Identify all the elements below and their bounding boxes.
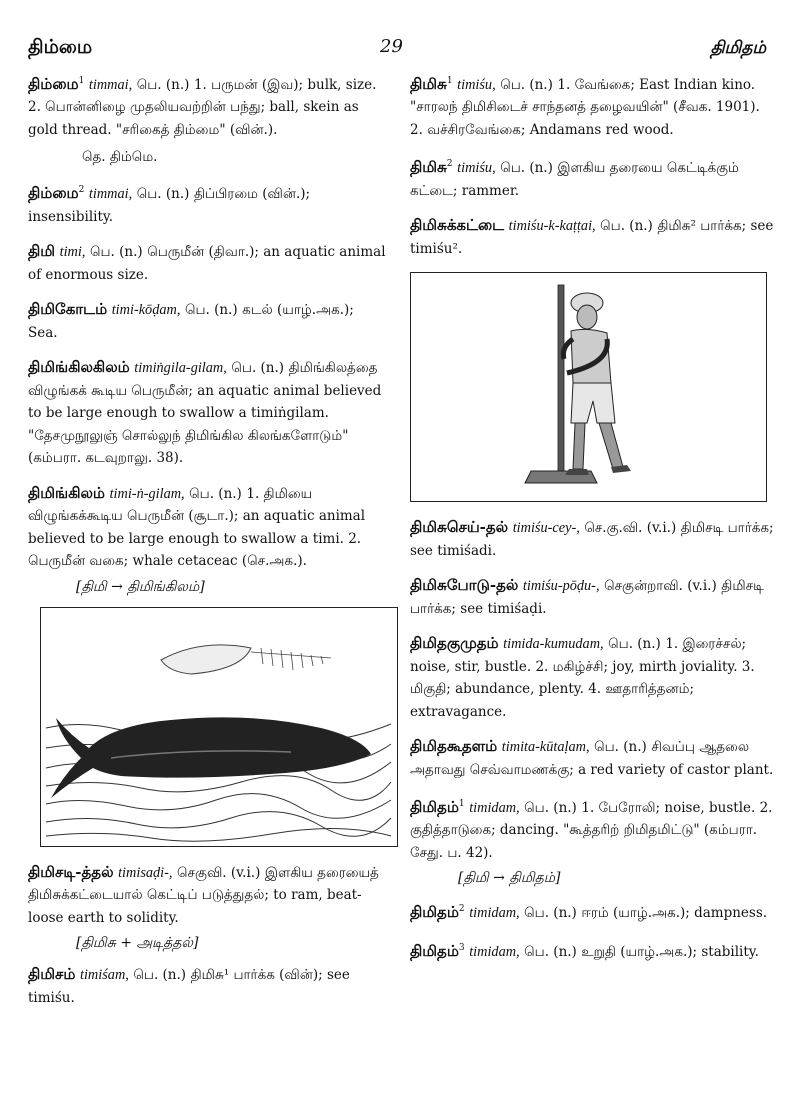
homonym-number: 1	[446, 76, 453, 86]
part-of-speech: பெ. (n.)	[133, 967, 187, 984]
page-number: 29	[380, 36, 403, 57]
transliteration: timiśu,	[457, 160, 496, 177]
entry-definition: திமிங்கிலத்தை விழுங்கக் கூடிய பெருமீன்; an aquatic animal believed to be large enough to swallow a timiṅgilam. "தேசமுநூலுஞ் சொல்லுந் திமிங்கில கிலங்களோடும்" (கம்பரா. கடவுறாலு. 38).	[28, 360, 382, 467]
entry-headword: திமிசடி-த்தல்	[28, 862, 114, 881]
transliteration: timidam,	[469, 943, 520, 960]
entry-definition: 1. இரைச்சல்; noise, stir, bustle. 2. மகிழ்ச்சி; joy, mirth joviality. 3. மிகுதி; abundance, plenty. 4. ஊதாரித்தனம்; extravagance.	[410, 636, 755, 720]
whale-icon	[41, 608, 395, 844]
part-of-speech: பெ. (n.)	[594, 739, 647, 756]
part-of-speech: செகுவி. (v.i.)	[177, 864, 261, 881]
entry-headword: திமிசுக்கட்டை	[410, 216, 505, 235]
entry-definition: 1. வேங்கை; East Indian kino. "சாரலந் திமிசிடைச் சாந்தனத் தழைவயின்" (சீவக. 1901). 2. வச்சிரவேங்கை; Andamans red wood.	[410, 76, 760, 138]
cognate-note: தெ. திம்மெ.	[82, 149, 158, 166]
part-of-speech: பெ. (n.)	[524, 905, 577, 922]
dictionary-entry	[28, 240, 386, 286]
part-of-speech: பெ. (n.)	[184, 302, 238, 319]
transliteration: timiśu-pōḍu-,	[522, 578, 600, 595]
entry-headword: திமிசுசெய்-தல்	[410, 518, 509, 537]
etymology-note: [திமிசு + அடித்தல்]	[76, 935, 199, 952]
dictionary-entry	[28, 298, 386, 344]
entry-definition: 1. பேரோலி; noise, bustle. 2. குதித்தாடுகை; dancing. "கூத்தரிற் றிமிதமிட்டு" (கம்பரா. சேது. ப. 42).	[410, 799, 773, 861]
dictionary-entry	[28, 356, 386, 470]
entry-definition: திமிசு¹ பார்க்க (வின்); see timiśu.	[28, 967, 350, 1006]
homonym-number: 1	[458, 799, 465, 810]
dictionary-entry	[410, 70, 775, 141]
header-last-word: திமிதம்	[710, 38, 766, 58]
entry-definition: திப்பிரமை (வின்.); insensibility.	[28, 186, 311, 225]
dictionary-entry	[410, 937, 775, 963]
entry-headword: திமிங்கிலகிலம்	[28, 358, 130, 377]
entry-definition: திமிசடி பார்க்க; see timiśaḍi.	[410, 578, 764, 617]
man-with-rammer-icon	[411, 273, 764, 499]
entry-definition: ஈரம் (யாழ்.அக.); dampness.	[581, 905, 768, 922]
entry-headword: திமிங்கிலம்	[28, 483, 106, 502]
dictionary-entry	[28, 963, 386, 1009]
transliteration: timiśu,	[457, 76, 496, 93]
entry-headword: திமிதம்	[410, 903, 459, 922]
entry-definition: இளகிய தரையை கெட்டிக்கும் கட்டை; rammer.	[410, 160, 739, 199]
entry-headword: திமிகோடம்	[28, 300, 108, 319]
part-of-speech: செ.கு.வி. (v.i.)	[584, 520, 677, 537]
dictionary-entry	[410, 898, 775, 924]
dictionary-entry	[410, 516, 775, 562]
dictionary-entry	[28, 861, 386, 930]
part-of-speech: பெ. (n.)	[136, 76, 190, 93]
entry-headword: திமிதம்	[410, 941, 459, 960]
dictionary-entry	[410, 214, 775, 260]
transliteration: timisaḍi-,	[118, 864, 173, 881]
entry-definition: சிவப்பு ஆதலை அதாவது செவ்வாமணக்கு; a red variety of castor plant.	[410, 739, 774, 778]
homonym-number: 2	[78, 185, 85, 196]
part-of-speech: பெ. (n.)	[524, 799, 577, 816]
entry-headword: திம்மை	[28, 184, 79, 203]
transliteration: timmai,	[88, 76, 133, 93]
homonym-number: 2	[446, 159, 453, 170]
transliteration: timiśu-cey-,	[512, 520, 580, 537]
entry-definition: 1. திமியை விழுங்கக்கூடிய பெருமீன் (சூடா.); an aquatic animal believed to be large enough to swallow a timi. 2. பெருமீன் வகை; whale cetaceac (செ.அக.).	[28, 485, 366, 570]
transliteration: timmai,	[88, 186, 133, 203]
entry-headword: திமிசம்	[28, 965, 76, 984]
homonym-number: 2	[458, 904, 465, 915]
entry-headword: திமிசு	[410, 158, 447, 177]
right-column	[410, 70, 775, 975]
dictionary-entry	[410, 574, 775, 620]
etymology-note: [திமி → திமிதம்]	[458, 870, 561, 887]
transliteration: timidam,	[469, 799, 520, 816]
part-of-speech: பெ. (n.)	[600, 218, 653, 235]
whale-figure	[40, 607, 398, 847]
transliteration: timidam,	[469, 905, 520, 922]
entry-headword: திமிதம்	[410, 797, 459, 816]
page-header	[0, 36, 800, 70]
homonym-number: 3	[458, 942, 465, 953]
entry-definition: 1. பருமன் (இவ); bulk, size. 2. பொன்னிழை முதலியவற்றின் பந்து; ball, skein as gold thread. "சரிகைத் திம்மை" (வின்.).	[28, 76, 377, 138]
man-rammer-figure	[410, 272, 767, 502]
part-of-speech: பெ. (n.)	[231, 360, 285, 377]
entry-definition: உறுதி (யாழ்.அக.); stability.	[581, 943, 759, 960]
transliteration: timi-kōḍam,	[111, 302, 181, 319]
dictionary-entry	[28, 482, 386, 573]
part-of-speech: பெ. (n.)	[608, 636, 661, 653]
transliteration: timi-ṅ-gilam,	[109, 485, 185, 502]
header-first-word: திம்மை	[28, 36, 93, 58]
part-of-speech: பெ. (n.)	[500, 160, 553, 177]
entry-headword: திமி	[28, 242, 56, 261]
entry-headword: திம்மை	[28, 74, 79, 93]
entry-headword: திமிசு	[410, 74, 447, 93]
homonym-number: 1	[78, 76, 85, 86]
part-of-speech: பெ. (n.)	[500, 76, 553, 93]
dictionary-entry	[410, 632, 775, 723]
dictionary-entry	[410, 735, 775, 781]
transliteration: timiśam,	[79, 967, 129, 984]
entry-headword: திமிதகூதளம்	[410, 737, 498, 756]
entry-headword: திமிதகுமுதம்	[410, 634, 499, 653]
part-of-speech: பெ. (n.)	[524, 943, 577, 960]
entry-definition: திமிசடி பார்க்க; see timiśadi.	[410, 520, 774, 559]
dictionary-entry	[28, 70, 386, 141]
transliteration: timita-kūtaḷam,	[501, 739, 590, 756]
transliteration: timiśu-k-kaṭṭai,	[508, 218, 596, 235]
part-of-speech: பெ. (n.)	[189, 485, 242, 502]
left-column	[28, 70, 386, 1021]
dictionary-entry	[28, 179, 386, 228]
transliteration: timi,	[59, 244, 86, 261]
entry-definition: திமிசு² பார்க்க; see timiśu².	[410, 218, 774, 257]
entry-headword: திமிசுபோடு-தல்	[410, 576, 519, 595]
entry-definition: பெருமீன் (திவா.); an aquatic animal of enormous size.	[28, 244, 386, 283]
part-of-speech: பெ. (n.)	[136, 186, 190, 203]
part-of-speech: செகுன்றாவி. (v.i.)	[604, 578, 717, 595]
entry-definition: கடல் (யாழ்.அக.); Sea.	[28, 302, 354, 341]
dictionary-entry	[410, 153, 775, 202]
entry-definition: இளகிய தரையைத் திமிசுக்கட்டையால் கெட்டிப் படுத்துதல்; to ram, beat-loose earth to solidity.	[28, 864, 379, 926]
dictionary-entry	[410, 793, 775, 864]
transliteration: timiṅgila-gilam,	[134, 360, 227, 377]
part-of-speech: பெ. (n.)	[89, 244, 143, 261]
etymology-note: [திமி → திமிங்கிலம்]	[76, 578, 205, 595]
transliteration: timida-kumudam,	[503, 636, 604, 653]
